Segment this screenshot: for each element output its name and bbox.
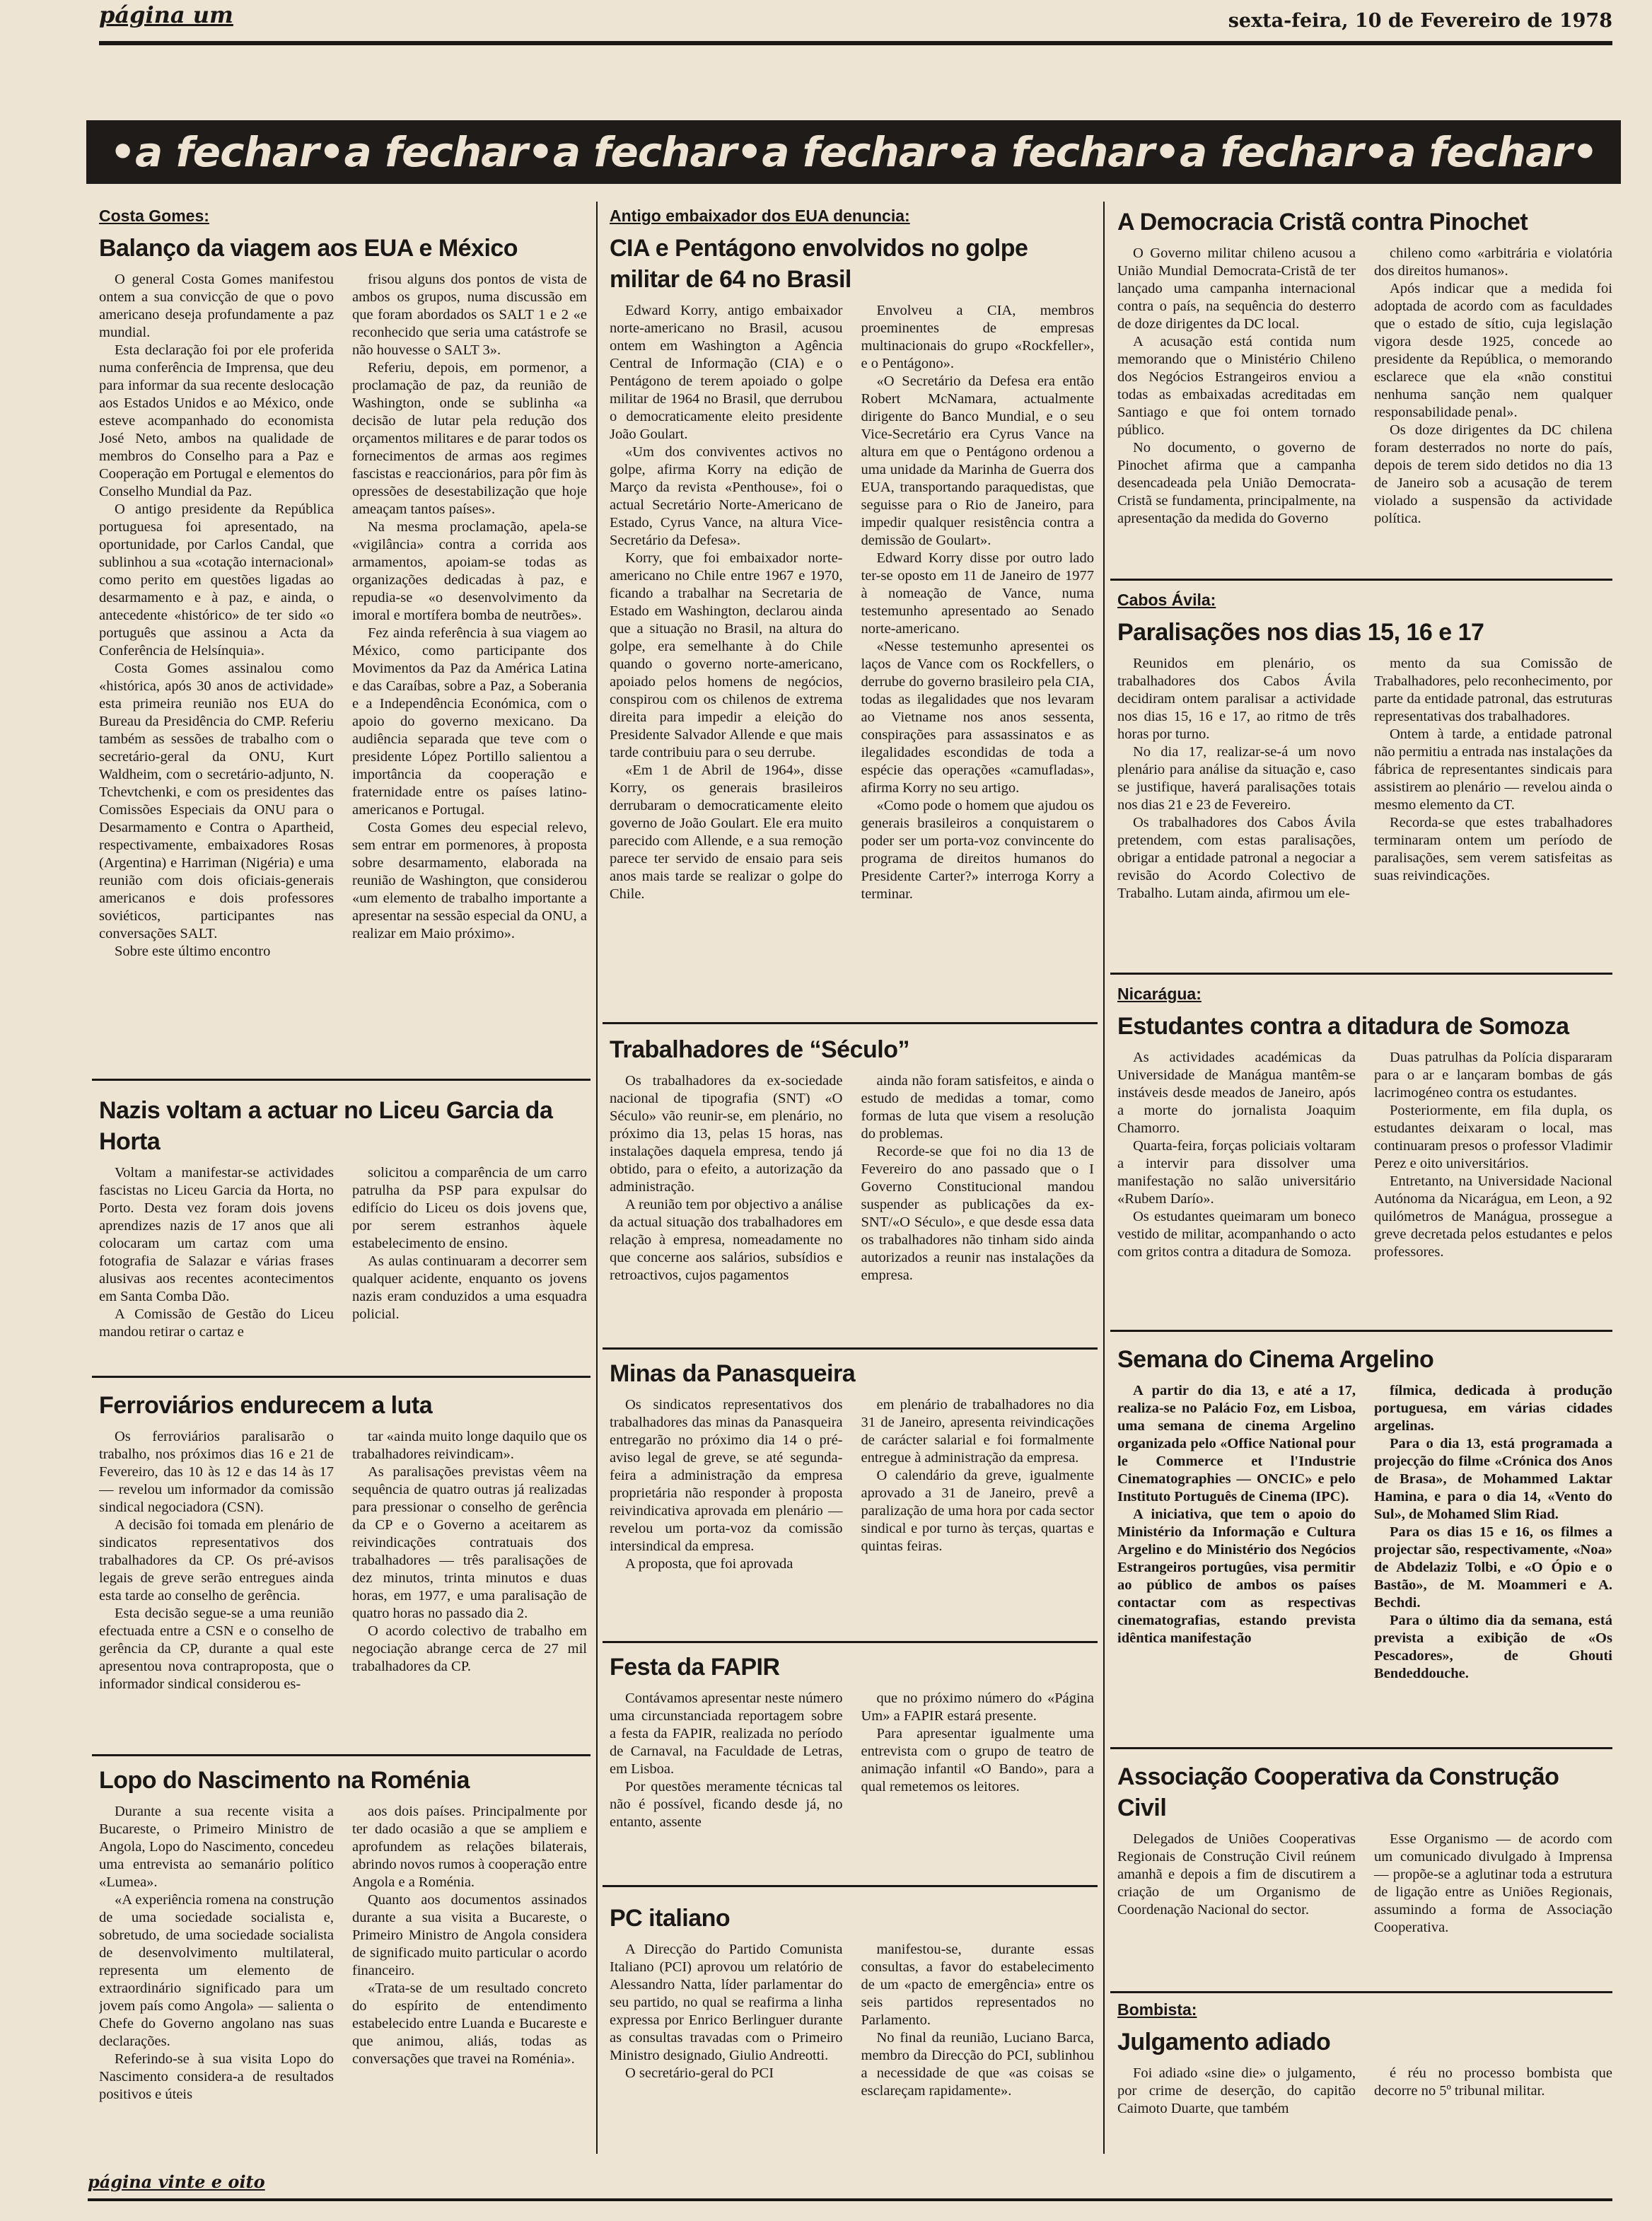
article-paragraph: Contávamos apresentar neste número uma circunstanciada reportagem sobre a festa da FAPIR, realizada no período de Carnaval, na Faculdade de Letras, em Lisboa. <box>610 1691 843 1778</box>
article-paragraph: Os estudantes queimaram um boneco vestido de militar, acompanhando o acto com gritos contra a ditadura de Somoza. <box>1117 1209 1356 1260</box>
article-paragraph: Quanto aos documentos assinados durante a sua visita a Bucareste, o Primeiro Ministro de Angola considera de significado muito particular o acordo financeiro. <box>352 1892 587 1979</box>
article-paragraph: Envolveu a CIA, membros proeminentes de empresas multinacionais do grupo «Rockfeller», e o Pentágono». <box>861 303 1094 372</box>
article-headline: Ferroviários endurecem a luta <box>99 1392 433 1419</box>
article-kicker: Antigo embaixador dos EUA denuncia: <box>610 207 910 225</box>
article-headline: A Democracia Cristã contra Pinochet <box>1117 209 1528 236</box>
article-paragraph: aos dois países. Principalmente por ter dado ocasião a que se ampliem e aprofundem as relações bilaterais, abrindo novos rumos à cooperação entre Angola e a Roménia. <box>352 1804 587 1891</box>
article-paragraph: Delegados de Uniões Cooperativas Regionais de Construção Civil reúnem amanhã e depois a fim de discutirem a criação de um Organismo de Coordenação Nacional do sector. <box>1117 1831 1356 1918</box>
article-column <box>610 1941 843 2100</box>
article-cabos-avila <box>1117 591 1612 969</box>
article-paragraph: Entretanto, na Universidade Nacional Autónoma da Nicarágua, em Leon, a 92 quilómetros de Manágua, prossegue a greve decretada pelos estudantes e pelos professores. <box>1374 1173 1612 1260</box>
article-kicker: Nicarágua: <box>1117 985 1202 1003</box>
article-pc-italiano <box>610 1903 1094 2161</box>
article-headline: Lopo do Nascimento na Roménia <box>99 1767 470 1794</box>
article-paragraph: Fez ainda referência à sua viagem ao México, como participante dos Movimentos da Paz da América Latina e das Caraíbas, sobre a Paz, a Soberania e a Independência Económica, com o apoio do governo mexicano. Da audiência separada que teve com o presidente López Portillo salientou a importância da cooperação e fraternidade entre os países latino-americanos e Portugal. <box>352 625 587 818</box>
section-rule <box>1110 1330 1612 1332</box>
article-paragraph: A reunião tem por objectivo a análise da actual situação dos trabalhadores em relação à empresa, nomeadamente no que concerne aos salários, subsídios e retroactivos, cujos pagamentos <box>610 1197 843 1284</box>
article-headline: CIA e Pentágono envolvidos no golpe militar de 64 no Brasil <box>610 235 1028 294</box>
article-paragraph: No final da reunião, Luciano Barca, membro da Direcção do PCI, sublinhou a necessidade de que «as coisas se esclareçam rapidamente». <box>861 2030 1094 2099</box>
article-column <box>352 1164 587 1341</box>
section-rule <box>1110 579 1612 581</box>
article-column <box>861 1690 1095 1831</box>
article-paragraph: mento da sua Comissão de Trabalhadores, pelo reconhecimento, por parte da entidade patronal, das estruturas representativas dos trabalhadores. <box>1374 656 1612 725</box>
article-headline: Trabalhadores de “Século” <box>610 1036 909 1063</box>
section-rule <box>1110 1747 1612 1749</box>
article-paragraph: Na mesma proclamação, apela-se «vigilância» contra a corrida aos armamentos, apoiam-se todas as organizações dedicadas à paz, e repudia-se «o desenvolvimento da imoral e mortífera bomba de neutrões». <box>352 519 587 624</box>
article-paragraph: Korry, que foi embaixador norte-americano no Chile entre 1967 e 1970, ficando a trabalhar na Secretaria de Estado em Washington, declarou ainda que a situação no Brasil, na altura do golpe, era semelhante à do Chile quando o governo norte-americano, apoiado pelos homens de negócios, conspirou com os chilenos de extrema direita para impedir a eleição do Presidente Salvador Allende e que mais tarde contribuiu para o seu derrube. <box>610 550 843 761</box>
article-paragraph: A partir do dia 13, e até a 17, realiza-se no Palácio Foz, em Lisboa, uma semana de cinema Argelino organizada pelo «Office National pour le Commerce et l'Industrie Cinematographies — ONCIC» e pelo Instituto Português de Cinema (IPC). <box>1117 1383 1356 1505</box>
article-paragraph: A decisão foi tomada em plenário de sindicatos representativos dos trabalhadores da CP. Os pré-avisos legais de greve serão entregues ainda esta tarde ao conselho de gerência. <box>99 1517 334 1604</box>
article-headline: Nazis voltam a actuar no Liceu Garcia da Horta <box>99 1097 553 1156</box>
article-column <box>610 302 843 903</box>
article-headline: Semana do Cinema Argelino <box>1117 1346 1434 1373</box>
article-paragraph: «A experiência romena na construção de uma sociedade socialista e, sobretudo, de uma sociedade socialista de desenvolvimento multilateral, representa um elemento de extraordinário significado para um jovem país como Angola» — salienta o Chefe do Governo angolano nas suas declarações. <box>99 1892 334 2050</box>
article-headline: Associação Cooperativa da Construção Civil <box>1117 1763 1559 1822</box>
article-column <box>1117 655 1356 903</box>
article-minas-panasqueira <box>610 1358 1094 1641</box>
section-label: página um <box>99 1 233 28</box>
article-paragraph: O acordo colectivo de trabalho em negociação abrange cerca de 27 mil trabalhadores da CP. <box>352 1623 587 1675</box>
article-cia-pentagono <box>610 207 1094 1016</box>
article-paragraph: No dia 17, realizar-se-á um novo plenário para análise da situação e, caso se justifique, haverá paralisações totais nos dias 21 e 23 de Fevereiro. <box>1117 744 1356 813</box>
article-column <box>610 1072 843 1285</box>
article-paragraph: que no próximo número do «Página Um» a FAPIR estará presente. <box>861 1691 1094 1724</box>
article-cinema-argelino <box>1117 1344 1612 1751</box>
section-rule <box>603 1347 1098 1350</box>
article-paragraph: «O Secretário da Defesa era então Robert McNamara, actualmente dirigente do Banco Mundial, e o seu Vice-Secretário era Cyrus Vance na altura em que o Pentágono ordenou a uma unidade da Marinha de Guerra dos EUA, transportando paraquedistas, que seguisse para o Rio de Janeiro, para impedir qualquer resistência contra a demissão de Goulart». <box>861 373 1094 549</box>
article-lopo-nascimento <box>99 1765 587 2161</box>
header-rule <box>99 41 1612 45</box>
article-paragraph: ainda não foram satisfeitos, e ainda o estudo de medidas a tomar, como formas de luta que visem a resolução do problemas. <box>861 1073 1094 1142</box>
article-paragraph: Para o último dia da semana, está prevista a exibição de «Os Pescadores», de Ghouti Bendeddouche. <box>1374 1613 1612 1682</box>
article-column <box>352 271 587 961</box>
article-column <box>352 1803 587 2104</box>
article-paragraph: Os trabalhadores da ex-sociedade nacional de tipografia (SNT) «O Século» vão reunir-se, em plenário, no próximo dia 13, pelas 15 horas, nas instalações daquela empresa, tendo já obtido, para o efeito, a autorização da administração. <box>610 1073 843 1195</box>
article-paragraph: Esta decisão segue-se a uma reunião efectuada entre a CSN e o conselho de gerência da CP, durante a qual este apresentou nova contraproposta, que o informador sindical considerou es- <box>99 1606 334 1693</box>
article-headline: Julgamento adiado <box>1117 2029 1331 2055</box>
article-column <box>99 1803 334 2104</box>
section-rule <box>603 1641 1098 1643</box>
section-rule <box>1110 973 1612 975</box>
article-seculo <box>610 1034 1094 1345</box>
article-bombista <box>1117 2000 1612 2163</box>
page-footer-label: página vinte e oito <box>88 2171 265 2192</box>
article-paragraph: Esta declaração foi por ele proferida numa conferência de Imprensa, que deu para informar da sua recente deslocação aos Estados Unidos e ao México, onde esteve acompanhado do economista José Neto, ambos na qualidade de membros do Conselho para a Paz e Cooperação em Portugal e elementos do Conselho Mundial da Paz. <box>99 342 334 500</box>
article-paragraph: Os doze dirigentes da DC chilena foram desterrados no norte do país, depois de terem sido detidos no dia 13 de Janeiro sob a acusação de terem violado a suspensão da actividade política. <box>1374 422 1612 527</box>
article-column <box>1374 2065 1612 2118</box>
article-paragraph: Os sindicatos representativos dos trabalhadores das minas da Panasqueira entregarão no próximo dia 14 o pré-aviso legal de greve, se até segunda-feira a administração da empresa proprietária não responder à proposta reivindicativa aprovada em plenário — revelou um porta-voz da comissão intersindical da empresa. <box>610 1397 843 1555</box>
article-paragraph: Voltam a manifestar-se actividades fascistas no Liceu Garcia da Horta, no Porto. Desta vez foram dois jovens aprendizes nazis de 17 anos que ali colocaram um cartaz com uma fotografia de Salazar e várias frases alusivas aos recentes acontecimentos em Santa Comba Dão. <box>99 1165 334 1305</box>
article-democracia-crista <box>1117 207 1612 574</box>
article-paragraph: «Em 1 de Abril de 1964», disse Korry, os generais brasileiros derrubaram o democraticamente eleito governo de João Goulart. Ele era muito parecido com Allende, e a sua remoção parece ter servido de ensaio para seis anos mais tarde se realizar o golpe do Chile. <box>610 762 843 903</box>
article-costa-gomes <box>99 207 587 1066</box>
article-paragraph: Ontem à tarde, a entidade patronal não permitiu a entrada nas instalações da fábrica de representantes sindicais para assistirem ao plenário — revelou ainda o mesmo elemento da CT. <box>1374 726 1612 813</box>
article-cooperativa <box>1117 1761 1612 1988</box>
article-paragraph: A acusação está contida num memorando que o Ministério Chileno dos Negócios Estrangeiros enviou a todas as embaixadas acreditadas em Santiago e que foi ontem tornado público. <box>1117 334 1356 439</box>
article-paragraph: Edward Korry, antigo embaixador norte-americano no Brasil, acusou ontem em Washington a Agência Central de Informação (CIA) e o Pentágono de terem apoiado o golpe militar de 1964 no Brasil, que derrubou o democraticamente eleito presidente João Goulart. <box>610 303 843 443</box>
article-paragraph: Para o dia 13, está programada a projecção do filme «Crónica dos Anos de Brasa», de Mohammed Laktar Hamina, e para o dia 14, «Vento do Sul», de Mohamed Slim Riad. <box>1374 1436 1612 1523</box>
article-column <box>352 1428 587 1693</box>
article-paragraph: frisou alguns dos pontos de vista de ambos os grupos, numa discussão em que foram abordados os SALT 1 e 2 «e reconhecido que seria uma catástrofe se não houvesse o SALT 3». <box>352 272 587 359</box>
article-column <box>99 1164 334 1341</box>
article-paragraph: No documento, o governo de Pinochet afirma que a campanha desencadeada pela União Democrata-Cristã se fundamenta, principalmente, na apresentação da medida do Governo <box>1117 440 1356 527</box>
article-paragraph: Referiu, depois, em pormenor, a proclamação de paz, da reunião de Washington, onde se sublinha «a decisão de lutar pela redução dos orçamentos militares e de parar todos os fornecimentos de armas aos regimes fascistas e reaccionários, para pôr fim às opressões de desestabilização que hoje ameaçam tantos países». <box>352 360 587 518</box>
article-paragraph: Os trabalhadores dos Cabos Ávila pretendem, com estas paralisações, obrigar a entidade patronal a negociar a revisão do Acordo Colectivo de Trabalho. Lutam ainda, afirmou um ele- <box>1117 815 1356 902</box>
article-paragraph: Recorda-se que estes trabalhadores terminaram ontem um período de paralisações, sem verem satisfeitas as suas reivindicações. <box>1374 815 1612 884</box>
article-column <box>861 302 1095 903</box>
article-column <box>861 1072 1095 1285</box>
article-column <box>861 1396 1095 1573</box>
article-nicaragua <box>1117 985 1612 1328</box>
article-paragraph: A iniciativa, que tem o apoio do Ministério da Informação e Cultura Argelino e do Ministério dos Negócios Estrangeiros portugûes, visa permitir ao público de ambos os países contactar com as respectivas cinematografias, estando prevista idêntica manifestação <box>1117 1507 1356 1647</box>
article-paragraph: Após indicar que a medida foi adoptada de acordo com as faculdades que o estado de sítio, cuja legislação vigora desde 1925, concede ao presidente da República, o memorando esclarece que ela «não constitui nenhuma sanção nem qualquer responsabilidade penal». <box>1374 281 1612 421</box>
article-paragraph: fílmica, dedicada à produção portuguesa, em várias cidades argelinas. <box>1374 1383 1612 1434</box>
column-divider <box>1103 202 1105 2154</box>
section-rule <box>92 1376 591 1378</box>
article-paragraph: A Comissão de Gestão do Liceu mandou retirar o cartaz e <box>99 1306 334 1340</box>
article-column <box>1117 1831 1356 1937</box>
article-paragraph: solicitou a comparência de um carro patrulha da PSP para expulsar do edifício do Liceu os dois jovens que, por serem estranhos àquele estabelecimento de ensino. <box>352 1165 587 1252</box>
a-fechar-banner: •a fechar•a fechar•a fechar•a fechar•a fechar•a fechar•a fechar• <box>86 120 1621 184</box>
article-paragraph: O secretário-geral do PCI <box>625 2065 774 2082</box>
article-column <box>1374 655 1612 903</box>
article-ferroviarios <box>99 1390 587 1747</box>
article-paragraph: A proposta, que foi aprovada <box>625 1556 793 1572</box>
article-kicker: Cabos Ávila: <box>1117 591 1216 609</box>
article-paragraph: As actividades académicas da Universidade de Manágua mantêm-se instáveis desde meados de Janeiro, após a morte do jornalista Joaquim Chamorro. <box>1117 1050 1356 1137</box>
article-paragraph: Quarta-feira, forças policiais voltaram a intervir para dissolver uma manifestação no salão universitário «Rubem Darío». <box>1117 1138 1356 1207</box>
article-paragraph: As aulas continuaram a decorrer sem qualquer acidente, enquanto os jovens nazis eram conduzidos a uma esquadra policial. <box>352 1253 587 1323</box>
article-paragraph: Recorde-se que foi no dia 13 de Fevereiro do ano passado que o I Governo Constitucional mandou suspender as publicações da ex-SNT/«O Século», e que desde essa data os trabalhadores não tinham sido ainda autorizados a reunir nas instalações da empresa. <box>861 1144 1094 1284</box>
article-column <box>99 1428 334 1693</box>
article-paragraph: Duas patrulhas da Polícia dispararam para o ar e lançaram bombas de gás lacrimogéneo contra os estudantes. <box>1374 1050 1612 1101</box>
article-column <box>861 1941 1095 2100</box>
article-column <box>1374 1382 1612 1683</box>
article-paragraph: manifestou-se, durante essas consultas, a favor do estabelecimento de um «pacto de emergência» entre os seis partidos representados no Parlamento. <box>861 1942 1094 2029</box>
article-paragraph: O antigo presidente da República portuguesa foi apresentado, na oportunidade, por Carlos Candal, que sublinhou a sua «cotação internacional» como perito em questões ligadas ao desarmamento e à paz, e ainda, o antecedente «histórico» de ter sido «o português que assinou a Acta da Conferência de Helsínquia». <box>99 501 334 659</box>
article-column <box>99 271 334 961</box>
article-paragraph: Reunidos em plenário, os trabalhadores dos Cabos Ávila decidiram ontem paralisar a actividade nos dias 15, 16 e 17, ao ritmo de três horas por turno. <box>1117 656 1356 743</box>
article-headline: Balanço da viagem aos EUA e México <box>99 235 518 262</box>
article-paragraph: «Um dos conviventes activos no golpe, afirma Korry na edição de Março da revista «Penthouse», foi o actual Secretário Norte-Americano de Estado, Cyrus Vance, na altura Vice-Secretário da Defesa». <box>610 444 843 549</box>
article-column <box>1374 245 1612 528</box>
article-paragraph: «Nesse testemunho apresentei os laços de Vance com os Rockfellers, o derrube do governo brasileiro pela CIA, todas as ilegalidades que nos levaram ao Vietname nos anos sessenta, conspirações para assassinatos e as ilegalidades escondidas de toda a espécie das operações «camufladas», afirma Korry no seu artigo. <box>861 639 1094 796</box>
article-column <box>1374 1049 1612 1261</box>
article-paragraph: Referindo-se à sua visita Lopo do Nascimento considera-a de resultados positivos e úteis <box>99 2051 334 2103</box>
section-rule <box>92 1754 591 1756</box>
article-paragraph: Costa Gomes deu especial relevo, sem entrar em pormenores, à proposta sobre desarmamento, elaborada na reunião de Washington, que considerou «um elemento de trabalho importante a apresentar na sessão especial da ONU, a realizar em Maio próximo». <box>352 820 587 942</box>
article-headline: PC italiano <box>610 1905 731 1932</box>
article-paragraph: Edward Korry disse por outro lado ter-se oposto em 11 de Janeiro de 1977 à nomeação de Vance, numa testemunho apresentado ao Senado norte-americano. <box>861 550 1094 637</box>
article-paragraph: A Direcção do Partido Comunista Italiano (PCI) aprovou um relatório de Alessandro Natta, líder parlamentar do seu partido, no qual se reafirma a linha expressa por Enrico Berlinguer durante as consultas travadas com o Primeiro Ministro designado, Giulio Andreotti. <box>610 1942 843 2064</box>
article-paragraph: «Como pode o homem que ajudou os generais brasileiros a conquistarem o poder ser um porta-voz convincente do programa de direitos humanos do Presidente Carter?» interroga Korry a terminar. <box>861 798 1094 903</box>
article-headline: Festa da FAPIR <box>610 1654 780 1681</box>
article-column <box>1374 1831 1612 1937</box>
article-kicker: Costa Gomes: <box>99 207 209 225</box>
article-paragraph: O general Costa Gomes manifestou ontem a sua convicção de que o povo americano deseja profundamente a paz mundial. <box>99 272 334 341</box>
article-column <box>610 1396 843 1573</box>
article-paragraph: Sobre este último encontro <box>115 944 271 960</box>
article-paragraph: Para apresentar igualmente uma entrevista com o grupo de teatro de animação infantil «O Bando», para a qual remetemos os leitores. <box>861 1726 1094 1795</box>
article-column <box>1117 1049 1356 1261</box>
article-paragraph: Por questões meramente técnicas tal não é possível, ficando desde já, no entanto, assente <box>610 1779 843 1831</box>
article-paragraph: Foi adiado «sine die» o julgamento, por crime de deserção, do capitão Caimoto Duarte, que também <box>1117 2065 1356 2117</box>
issue-date: sexta-feira, 10 de Fevereiro de 1978 <box>1228 10 1612 32</box>
column-divider <box>596 202 598 2154</box>
article-paragraph: O Governo militar chileno acusou a União Mundial Democrata-Cristã de ter lançado uma campanha internacional contra o país, na sequência do desterro de doze dirigentes da DC local. <box>1117 245 1356 332</box>
article-headline: Estudantes contra a ditadura de Somoza <box>1117 1013 1569 1040</box>
article-paragraph: Durante a sua recente visita a Bucareste, o Primeiro Ministro de Angola, Lopo do Nascimento, concedeu uma entrevista ao semanário político «Lumea». <box>99 1804 334 1891</box>
article-paragraph: As paralisações previstas vêem na sequência de quatro outras já realizadas para pressionar o conselho de gerência da CP e o Governo a aceitarem as reivindicações contratuais dos trabalhadores — três paralisações de dez minutos, trinta minutos e duas horas, em 1977, e uma paralisação de quatro horas no passado dia 2. <box>352 1464 587 1622</box>
article-paragraph: Posteriormente, em fila dupla, os estudantes deixaram o local, mas continuaram presos o professor Vladimir Perez e oito universitários. <box>1374 1103 1612 1172</box>
section-rule <box>92 1079 591 1081</box>
footer-rule <box>88 2198 1612 2201</box>
article-nazis <box>99 1095 587 1371</box>
article-paragraph: O calendário da greve, igualmente aprovado a 31 de Janeiro, prevê a paralização de uma hora por cada sector sindical e por turno às terças, quartas e quintas feiras. <box>861 1468 1094 1555</box>
article-headline: Minas da Panasqueira <box>610 1360 856 1387</box>
article-headline: Paralisações nos dias 15, 16 e 17 <box>1117 619 1484 646</box>
article-column <box>1117 1382 1356 1683</box>
article-paragraph: chileno como «arbitrária e violatória dos direitos humanos». <box>1374 245 1612 279</box>
article-paragraph: Costa Gomes assinalou como «histórica, após 30 anos de actividade» esta primeira reunião nos EUA do Bureau da Presidência do CMP. Referiu também as sessões de trabalho com o secretário-geral da ONU, Kurt Waldheim, com o secretário-adjunto, N. Tchevtchenki, e com os presidentes das Comissões Especiais da ONU para o Desarmamento e Contra o Apartheid, respectivamente, embaixadores Rosas (Argentina) e Harriman (Nigéria) e uma reunião com dois oficiais-generais americanos e dois professores soviéticos, participantes nas conversações SALT. <box>99 661 334 942</box>
section-rule <box>603 1022 1098 1024</box>
section-rule <box>1110 1991 1612 1993</box>
article-fapir <box>610 1652 1094 1881</box>
article-paragraph: «Trata-se de um resultado concreto do espírito de entendimento estabelecido entre Luanda e Bucareste e que animou, aliás, todas as conversações que travei na Roménia». <box>352 1981 587 2068</box>
article-paragraph: em plenário de trabalhadores no dia 31 de Janeiro, apresenta reivindicações de carácter salarial e foi formalmente entregue à administração da empresa. <box>861 1397 1094 1466</box>
article-column <box>1117 245 1356 528</box>
article-paragraph: Para os dias 15 e 16, os filmes a projectar são, respectivamente, «Noa» de Abdelaziz Tolbi, e «O Ópio e o Bastão», de M. Moammeri e A. Bechdi. <box>1374 1524 1612 1611</box>
article-kicker: Bombista: <box>1117 2000 1197 2019</box>
section-rule <box>603 1885 1098 1887</box>
article-paragraph: tar «ainda muito longe daquilo que os trabalhadores reivindicam». <box>352 1429 587 1463</box>
article-paragraph: é réu no processo bombista que decorre no 5º tribunal militar. <box>1374 2065 1612 2099</box>
article-column <box>1117 2065 1356 2118</box>
article-column <box>610 1690 843 1831</box>
article-paragraph: Esse Organismo — de acordo com um comunicado divulgado à Imprensa — propõe-se a aglutinar toda a estrutura de ligação entre as Uniões Regionais, assumindo a forma de Associação Cooperativa. <box>1374 1831 1612 1936</box>
article-paragraph: Os ferroviários paralisarão o trabalho, nos próximos dias 16 e 21 de Fevereiro, das 10 às 12 e das 14 às 17 — revelou um informador da comissão sindical negociadora (CSN). <box>99 1429 334 1516</box>
